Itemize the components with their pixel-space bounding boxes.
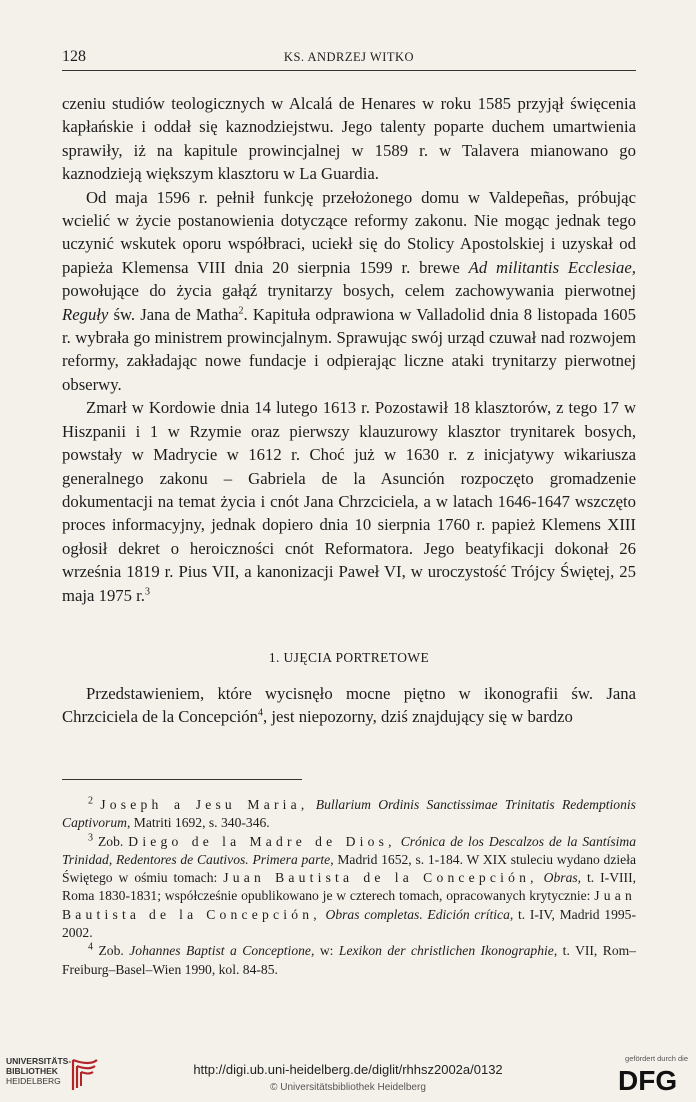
- footnote-3: $^3$ Zob. Diego de la Madre de Dios, Crónica de los Descalzos de la Santísima Trinidad, Redentores de Cautivos. Primera parte, Madrid 1652, s. 1-184. W XIX stuleciu wydano dzieła Świętego w ośmiu tomach: Juan Bautista de la Concepción, Obras, t. I-VIII, Roma 1830-1831; współcześnie opublikowano je w czterech tomach, opracowanych krytycznie: Juan Bautista de la Concepción, Obras completas. Edición crítica, t. I-IV, Madrid 1995-2002.: [62, 832, 637, 941]
- rule-title: Reguły: [62, 304, 109, 324]
- running-title: KS. ANDRZEJ WITKO: [283, 50, 415, 64]
- funded-by-label: gefördert durch die: [625, 1054, 688, 1063]
- footnote-ref-4[interactable]: 4: [258, 707, 263, 719]
- permalink-url[interactable]: http://digi.ub.uni-heidelberg.de/diglit/rhhsz2002a/0132: [193, 1062, 503, 1077]
- section-heading: 1. UJĘCIA PORTRETOWE: [268, 650, 430, 665]
- dfg-logo[interactable]: [604, 1054, 690, 1096]
- footnote-divider: [62, 779, 302, 780]
- footnote-4: $^4$ Zob. Johannes Baptist a Conceptione, w: Lexikon der christlichen Ikonographie, t. VII, Rom–Freiburg–Basel–Wien 1990, kol. 84-85.: [62, 941, 637, 977]
- section-intro: [62, 682, 636, 729]
- library-name: UNIVERSITÄTS- BIBLIOTHEK HEIDELBERG: [6, 1056, 72, 1086]
- footnote-ref-2[interactable]: 2: [238, 305, 244, 317]
- dfg-wordmark-icon: [618, 1066, 688, 1092]
- intro-paragraph: Przedstawieniem, które wycisnęło mocne piętno w ikonografii św. Jana Chrzciciela de la Concepción$^4$, jest niepozorny, dziś znajdujący się w bardzo: [62, 684, 636, 727]
- footnote-2: $^2$ Joseph a Jesu Maria, Bullarium Ordinis Sanctissimae Trinitatis Redemptionis Captivorum, Matriti 1692, s. 340-346.: [62, 795, 636, 831]
- page-header: [62, 46, 636, 71]
- main-text: [62, 92, 636, 607]
- footnotes: [62, 796, 636, 979]
- paragraph-2: Od maja 1596 r. pełnił funkcję przełożonego domu w Valdepeñas, próbując wcielić w życie postanowienia dotyczące reformy zakonu. Nie mogąc jednak tego uczynić wskutek oporu współbraci, uciekł się do Stolicy Apostolskiej i uzyskał od papieża Klemensa VIII dnia 20 sierpnia 1599 r. brewe Ad militantis Ecclesiae, powołujące do życia gałąź trynitarzy bosych, celem zachowywania pierwotnej Reguły św. Jana de Matha$^2$. Kapituła odprawiona w Valladolid dnia 8 listopada 1605 r. wybrała go ministrem prowincjalnym. Sprawując swój urząd czuwał nad rozwojem reformy, zakładając nowe fundacje i odpierając liczne ataki trynitarzy pierwotnej obserwy.: [62, 187, 636, 394]
- dfg-wordmark-text: DFG: [618, 1066, 678, 1092]
- footnote-ref-3[interactable]: 3: [144, 585, 150, 597]
- paragraph-1: czeniu studiów teologicznych w Alcalá de Henares w roku 1585 przyjął święcenia kapłańskie i oddał się kaznodziejstwu. Jego talenty poparte duchem umartwienia sprawiły, iż na kapitule prowincjalnej w 1589 r. w Talavera mianowano go kaznodzieją większym klasztoru w La Guardia.: [62, 94, 636, 184]
- page-number: 128: [62, 48, 86, 65]
- digitization-footer: [0, 1046, 696, 1102]
- copyright-notice: © Universitätsbibliothek Heidelberg: [270, 1082, 426, 1093]
- brief-title: Ad militantis Ecclesiae,: [468, 257, 636, 277]
- paragraph-3: Zmarł w Kordowie dnia 14 lutego 1613 r. Pozostawił 18 klasztorów, z tego 17 w Hiszpanii i 1 w Rzymie oraz pierwszy klauzurowy klasztor trynitarek bosych, powstały w Madrycie w 1612 r. Choć już w 1630 r. z inicjatywy wikariusza generalnego zakonu – Gabriela de la Asunción rozpoczęto gromadzenie dokumentacji na temat życia i cnót Jana Chrzciciela, a w latach 1646-1647 wszczęto proces informacyjny, jednak dopiero dnia 10 sierpnia 1760 r. papież Klemens XIII ogłosił dekret o heroiczności cnót Reformatora. Jego beatyfikacji dokonał 26 września 1819 r. Pius VII, a kanonizacji Paweł VI, w uroczystość Trójcy Świętej, 25 maja 1975 r.$^3$: [62, 398, 636, 605]
